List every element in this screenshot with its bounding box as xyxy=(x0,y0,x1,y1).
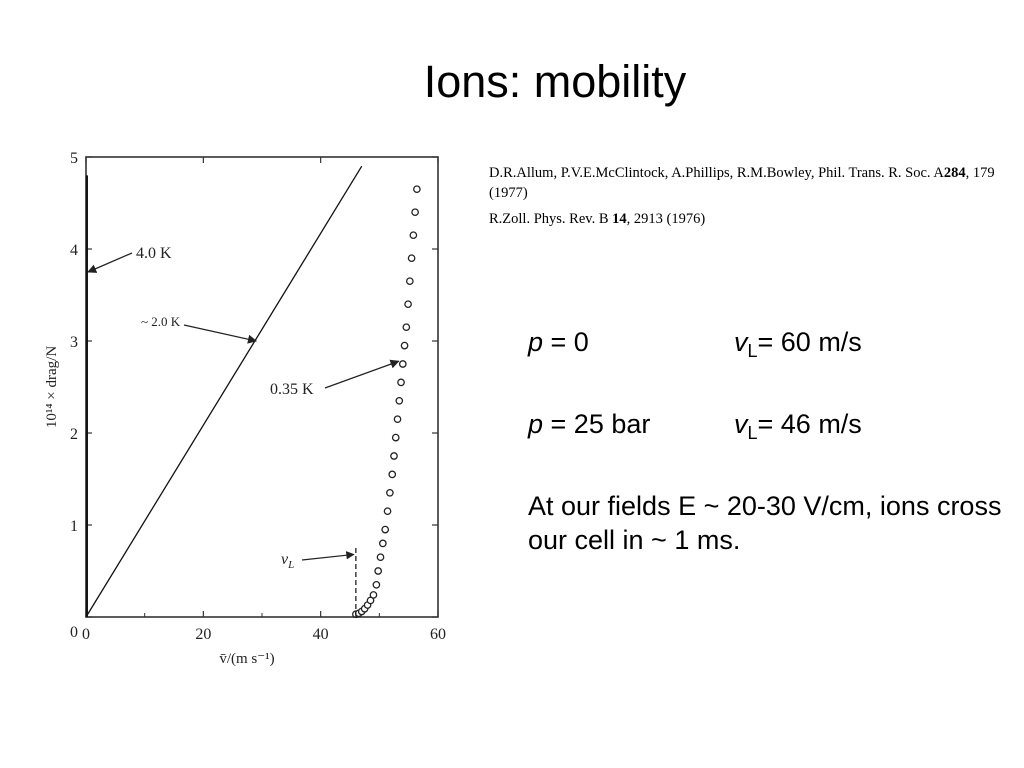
data-point xyxy=(375,568,381,574)
y-tick-label: 2 xyxy=(70,426,78,443)
data-point xyxy=(408,255,414,261)
y-tick-label: 1 xyxy=(70,518,78,535)
y-tick-label: 4 xyxy=(70,242,78,259)
y-tick-label: 3 xyxy=(70,334,78,351)
y-tick-label: 0 xyxy=(70,624,78,641)
pressure-value: p = 0 xyxy=(528,327,589,357)
data-point xyxy=(400,361,406,367)
pressure-value: p = 25 bar xyxy=(528,409,651,439)
x-tick-label: 0 xyxy=(82,626,90,643)
data-point xyxy=(394,416,400,422)
y-tick-label: 5 xyxy=(70,150,78,167)
vl-arrow xyxy=(302,554,354,560)
data-point xyxy=(405,301,411,307)
data-point xyxy=(389,471,395,477)
condition-row-2 xyxy=(528,407,1008,441)
slide-title: Ions: mobility xyxy=(423,56,687,107)
conditions-panel xyxy=(528,325,1008,555)
data-point xyxy=(391,453,397,459)
annotation-4k-label: 4.0 K xyxy=(136,245,172,262)
reference-2: R.Zoll. Phys. Rev. B 14, 2913 (1976) xyxy=(489,211,706,227)
x-tick-label: 20 xyxy=(195,626,212,643)
series-line-20K xyxy=(86,166,362,617)
data-point xyxy=(412,209,418,215)
vl-subscript: L xyxy=(288,559,295,571)
data-point xyxy=(384,508,390,514)
field-note: At our fields E ~ 20-30 V/cm, ions cross our cell in ~ 1 ms. xyxy=(528,491,1002,555)
data-point xyxy=(380,540,386,546)
annotation-035k-label: 0.35 K xyxy=(270,381,314,398)
data-point xyxy=(410,232,416,238)
annotation-2k-label: ~ 2.0 K xyxy=(141,314,181,329)
annotation-4k-arrow xyxy=(88,253,132,272)
chart-ticks xyxy=(44,150,446,667)
data-point xyxy=(401,342,407,348)
data-point xyxy=(377,554,383,560)
plot-frame xyxy=(86,157,438,617)
landau-velocity-value: $v_L= 46$ m/s xyxy=(734,409,862,443)
data-point xyxy=(373,582,379,588)
drag-velocity-chart xyxy=(0,140,480,680)
data-point xyxy=(393,434,399,440)
annotation-035k-arrow xyxy=(325,361,399,388)
data-point xyxy=(396,398,402,404)
y-axis-label: 10¹⁴ × drag/N xyxy=(44,345,60,429)
reference-1: D.R.Allum, P.V.E.McClintock, A.Phillips, R.M.Bowley, Phil. Trans. R. Soc. A284, 179 (1977) xyxy=(489,165,995,201)
data-point xyxy=(398,379,404,385)
vl-label: $v_L$ xyxy=(281,551,295,571)
data-point xyxy=(407,278,413,284)
data-point xyxy=(382,526,388,532)
chart-series xyxy=(86,166,420,617)
references xyxy=(489,163,1019,235)
annotation-2k-arrow xyxy=(184,325,256,341)
condition-row-1 xyxy=(528,325,1008,359)
x-tick-label: 60 xyxy=(430,626,446,643)
chart-axes xyxy=(86,157,438,617)
landau-velocity-value: $v_L= 60$ m/s xyxy=(734,327,862,361)
data-point xyxy=(370,592,376,598)
x-tick-label: 40 xyxy=(312,626,329,643)
data-point xyxy=(403,324,409,330)
data-point xyxy=(387,490,393,496)
chart-annotations xyxy=(88,245,399,617)
x-axis-label: v̄/(m s⁻¹) xyxy=(219,651,275,667)
data-point xyxy=(414,186,420,192)
